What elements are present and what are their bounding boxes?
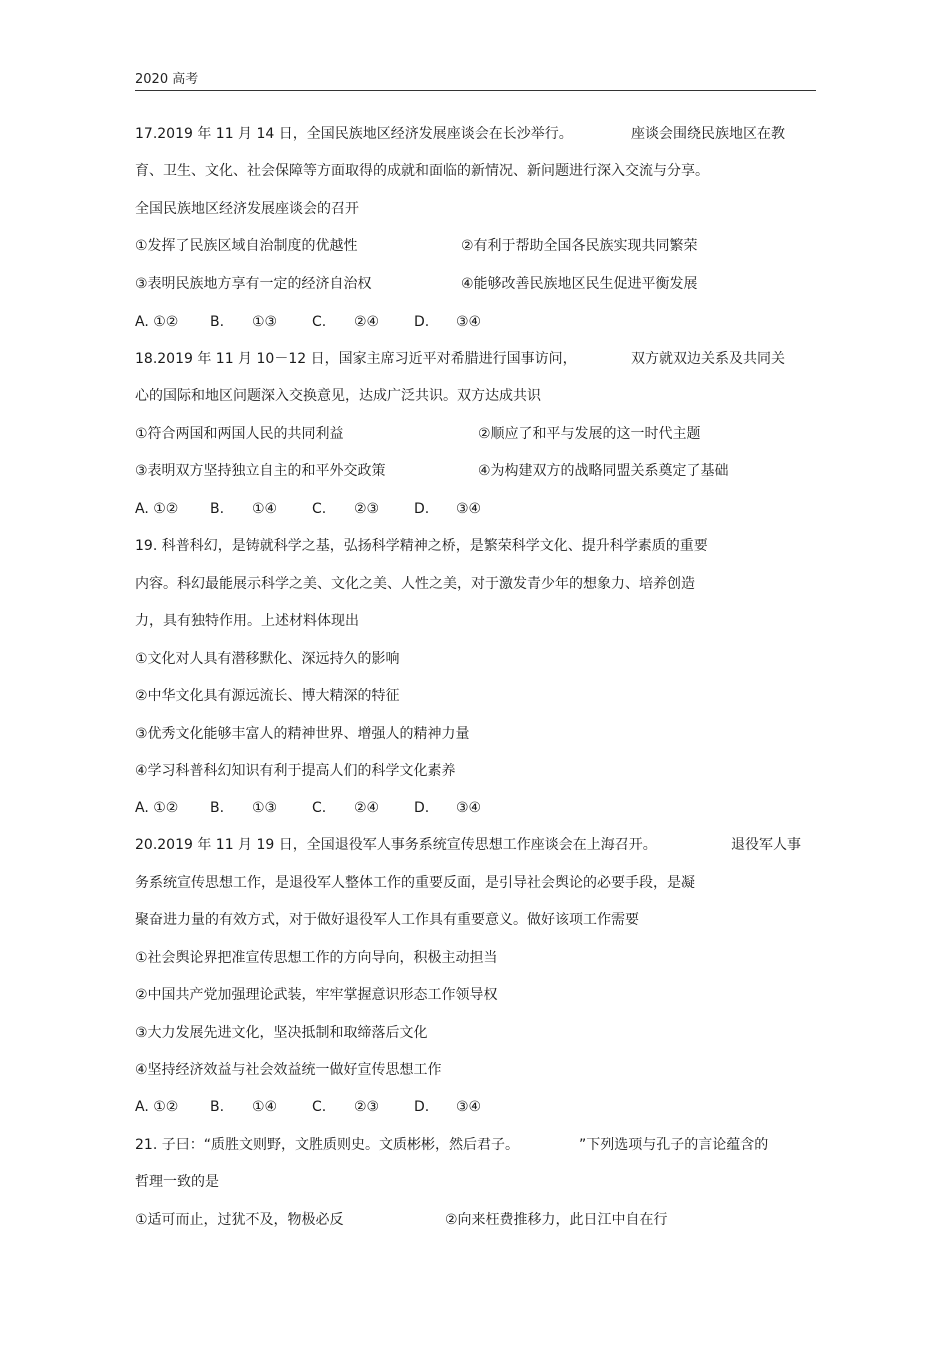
option-1: ①符合两国和两国人民的共同利益	[135, 426, 344, 442]
header-title: 2020 高考	[135, 72, 199, 87]
option-2: ②有利于帮助全国各民族实现共同繁荣	[461, 238, 698, 254]
option-1: ①文化对人具有潜移默化、深远持久的影响	[135, 651, 400, 667]
question-stem-line: 17.2019 年 11 月 14 日，全国民族地区经济发展座谈会在长沙举行。 座谈会围绕民族地区在教	[135, 126, 785, 142]
option-3: ③表明双方坚持独立自主的和平外交政策	[135, 463, 386, 479]
question-stem-line: 务系统宣传思想工作，是退役军人整体工作的重要反面，是引导社会舆论的必要手段，是凝	[135, 875, 695, 891]
question-stem-line: 内容。科幻最能展示科学之美、文化之美、人性之美，对于激发青少年的想象力、培养创造	[135, 576, 695, 592]
option-4: ④能够改善民族地区民生促进平衡发展	[461, 276, 698, 292]
answer-choices: A. ①② B. ①③ C. ②④ D. ③④	[135, 314, 482, 330]
option-2: ②顺应了和平与发展的这一时代主题	[478, 426, 701, 442]
question-stem-line: 全国民族地区经济发展座谈会的召开	[135, 201, 359, 217]
option-3: ③表明民族地方享有一定的经济自治权	[135, 276, 372, 292]
option-2: ②中华文化具有源远流长、博大精深的特征	[135, 688, 400, 704]
option-row	[135, 424, 701, 444]
question-stem-line: 心的国际和地区问题深入交换意见，达成广泛共识。双方达成共识	[135, 388, 541, 404]
question-stem-line: 19. 科普科幻，是铸就科学之基，弘扬科学精神之桥，是繁荣科学文化、提升科学素质的重要	[135, 538, 708, 554]
option-1: ①发挥了民族区域自治制度的优越性	[135, 238, 358, 254]
question-stem-line: 21. 子曰：“质胜文则野，文胜质则史。文质彬彬，然后君子。 ”下列选项与孔子的言论蕴含的	[135, 1137, 769, 1153]
option-1: ①适可而止，过犹不及，物极必反	[135, 1212, 344, 1228]
answer-choices: A. ①② B. ①④ C. ②③ D. ③④	[135, 501, 482, 517]
option-4: ④学习科普科幻知识有利于提高人们的科学文化素养	[135, 763, 456, 779]
option-row	[135, 236, 698, 256]
header-divider	[135, 90, 816, 91]
option-2: ②中国共产党加强理论武装，牢牢掌握意识形态工作领导权	[135, 987, 498, 1003]
option-4: ④为构建双方的战略同盟关系奠定了基础	[478, 463, 729, 479]
option-4: ④坚持经济效益与社会效益统一做好宣传思想工作	[135, 1062, 442, 1078]
option-row	[135, 461, 729, 481]
answer-choices: A. ①② B. ①③ C. ②④ D. ③④	[135, 800, 482, 816]
option-3: ③大力发展先进文化，坚决抵制和取缔落后文化	[135, 1025, 428, 1041]
question-stem-line: 哲理一致的是	[135, 1174, 219, 1190]
question-stem-line: 力，具有独特作用。上述材料体现出	[135, 613, 359, 629]
question-stem-line: 18.2019 年 11 月 10－12 日，国家主席习近平对希腊进行国事访问， 双方就双边关系及共同关	[135, 351, 785, 367]
option-row	[135, 274, 698, 294]
question-stem-line: 育、卫生、文化、社会保障等方面取得的成就和面临的新情况、新问题进行深入交流与分享。	[135, 163, 709, 179]
option-3: ③优秀文化能够丰富人的精神世界、增强人的精神力量	[135, 726, 470, 742]
option-2: ②向来枉费推移力，此日江中自在行	[445, 1212, 668, 1228]
question-stem-line: 20.2019 年 11 月 19 日，全国退役军人事务系统宣传思想工作座谈会在上海召开。 退役军人事	[135, 837, 801, 853]
option-1: ①社会舆论界把准宣传思想工作的方向导向，积极主动担当	[135, 950, 498, 966]
answer-choices: A. ①② B. ①④ C. ②③ D. ③④	[135, 1099, 482, 1115]
question-stem-line: 聚奋进力量的有效方式，对于做好退役军人工作具有重要意义。做好该项工作需要	[135, 912, 639, 928]
option-row	[135, 1210, 668, 1230]
